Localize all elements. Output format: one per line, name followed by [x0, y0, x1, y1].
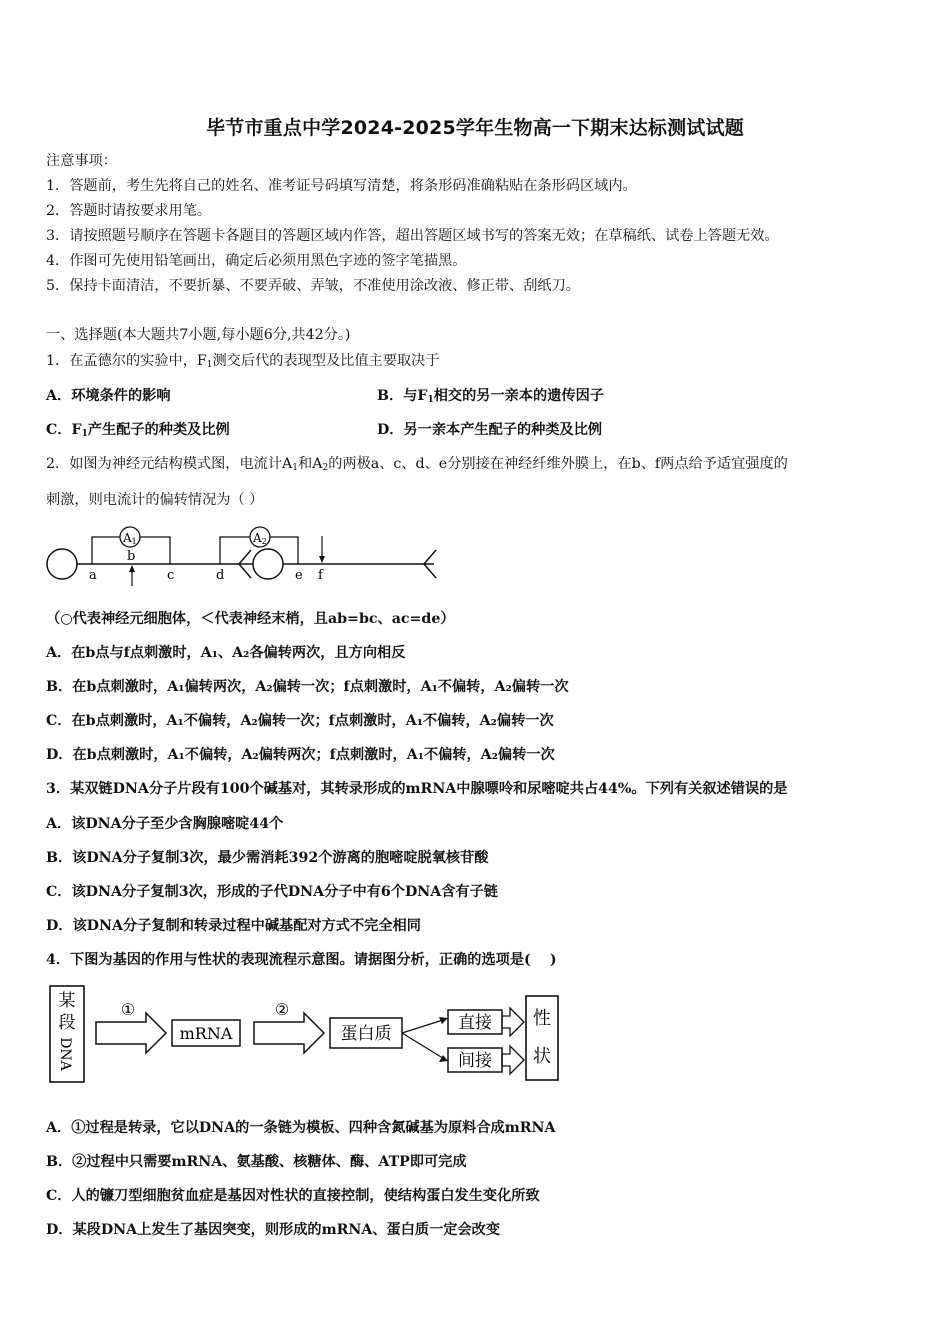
svg-text:直接: 直接: [458, 1013, 492, 1033]
svg-text:蛋白质: 蛋白质: [340, 1024, 392, 1044]
q2-option-c: C．在b点刺激时，A₁不偏转，A₂偏转一次；f点刺激时，A₁不偏转，A₂偏转一次: [46, 713, 554, 729]
notice-item-3: 3．请按照题号顺序在答题卡各题目的答题区域内作答，超出答题区域书写的答案无效；在草稿纸、试卷上答题无效。: [46, 228, 779, 244]
svg-text:mRNA: mRNA: [179, 1024, 233, 1043]
q1-option-b: B．与$F_1$相交的另一亲本的遗传因子: [377, 388, 604, 405]
q2-option-a: A．在b点与f点刺激时，A₁、A₂各偏转两次，且方向相反: [46, 645, 406, 661]
label-b: b: [127, 549, 136, 564]
arrow-direct: [502, 1008, 524, 1036]
svg-text:DNA: DNA: [57, 1037, 73, 1071]
label-d: d: [216, 568, 225, 583]
label-e: e: [295, 568, 303, 583]
label-c: c: [167, 568, 175, 583]
q1-option-c: C．$F_1$产生配子的种类及比例: [46, 422, 230, 439]
arrow-indirect: [502, 1046, 524, 1074]
q2-option-d: D．在b点刺激时，A₁不偏转，A₂偏转两次；f点刺激时，A₁不偏转，A₂偏转一次: [46, 747, 555, 763]
q3-stem: 3．某双链DNA分子片段有100个碱基对，其转录形成的mRNA中腺嘌呤和尿嘧啶共占44%。下列有关叙述错误的是: [46, 781, 788, 797]
notice-item-5: 5．保持卡面清洁，不要折暴、不要弄破、弄皱，不准使用涂改液、修正带、刮纸刀。: [46, 278, 580, 294]
svg-text:性: 性: [533, 1008, 551, 1029]
q1-option-a: A．环境条件的影响: [46, 388, 171, 404]
q4-option-a: A．①过程是转录，它以DNA的一条链为模板、四种含氮碱基为原料合成mRNA: [46, 1120, 556, 1136]
section-heading: 一、选择题(本大题共7小题,每小题6分,共42分。): [46, 327, 351, 343]
q2-note: （○代表神经元细胞体，＜代表神经末梢，且ab=bc、ac=de）: [46, 611, 455, 627]
q3-option-b: B．该DNA分子复制3次，最少需消耗392个游离的胞嘧啶脱氧核苷酸: [46, 850, 489, 866]
q3-option-d: D．该DNA分子复制和转录过程中碱基配对方式不完全相同: [46, 918, 421, 934]
q4-option-b: B．②过程中只需要mRNA、氨基酸、核糖体、酶、ATP即可完成: [46, 1154, 467, 1170]
q2-option-b: B．在b点刺激时，A₁偏转两次，A₂偏转一次；f点刺激时，A₁不偏转，A₂偏转一次: [46, 679, 569, 695]
q4-option-c: C．人的镰刀型细胞贫血症是基因对性状的直接控制，使结构蛋白发生变化所致: [46, 1188, 540, 1204]
svg-text:段: 段: [58, 1013, 76, 1033]
label-a: a: [89, 568, 97, 583]
q1-stem: 1．在孟德尔的实验中，$F_1$测交后代的表现型及比值主要取决于: [46, 353, 440, 370]
notice-item-1: 1．答题前，考生先将自己的姓名、准考证号码填写清楚，将条形码准确粘贴在条形码区域内。: [46, 178, 637, 194]
q4-stem: 4．下图为基因的作用与性状的表现流程示意图。请据图分析，正确的选项是( ): [46, 952, 557, 968]
label-f: f: [318, 568, 323, 583]
q2-stem-line2: 刺激，则电流计的偏转情况为（ ）: [46, 492, 264, 508]
q3-option-c: C．该DNA分子复制3次，形成的子代DNA分子中有6个DNA含有子链: [46, 884, 498, 900]
svg-text:某: 某: [58, 991, 76, 1011]
notice-item-4: 4．作图可先使用铅笔画出，确定后必须用黑色字迹的签字笔描黑。: [46, 253, 467, 269]
q1-option-d: D．另一亲本产生配子的种类及比例: [377, 422, 603, 438]
q4-option-d: D．某段DNA上发生了基因突变，则形成的mRNA、蛋白质一定会改变: [46, 1222, 501, 1238]
step1-label: ①: [120, 1000, 136, 1019]
gene-expression-flow-diagram: [46, 982, 566, 1087]
svg-text:间接: 间接: [458, 1051, 492, 1071]
neuron-diagram: [44, 522, 444, 586]
page-title: 毕节市重点中学2024-2025学年生物高一下期末达标测试试题: [206, 117, 744, 139]
neuron-cell-body: [47, 549, 77, 579]
step2-label: ②: [274, 1000, 290, 1019]
meter-a2-label: A2: [253, 531, 267, 546]
notice-heading: 注意事项：: [46, 153, 117, 169]
q3-option-a: A．该DNA分子至少含胸腺嘧啶44个: [46, 816, 284, 832]
meter-a1-label: A1: [123, 531, 137, 546]
arrow-step2: [254, 1013, 324, 1053]
q2-stem-line1: 2．如图为神经元结构模式图，电流计$A_1$和$A_2$的两极a、c、d、e分别接在神经纤维外膜上，在b、f两点给予适宜强度的: [46, 456, 788, 473]
middle-cell-body: [253, 549, 283, 579]
notice-item-2: 2．答题时请按要求用笔。: [46, 203, 212, 219]
svg-text:状: 状: [533, 1046, 551, 1067]
arrow-step1: [96, 1013, 166, 1053]
